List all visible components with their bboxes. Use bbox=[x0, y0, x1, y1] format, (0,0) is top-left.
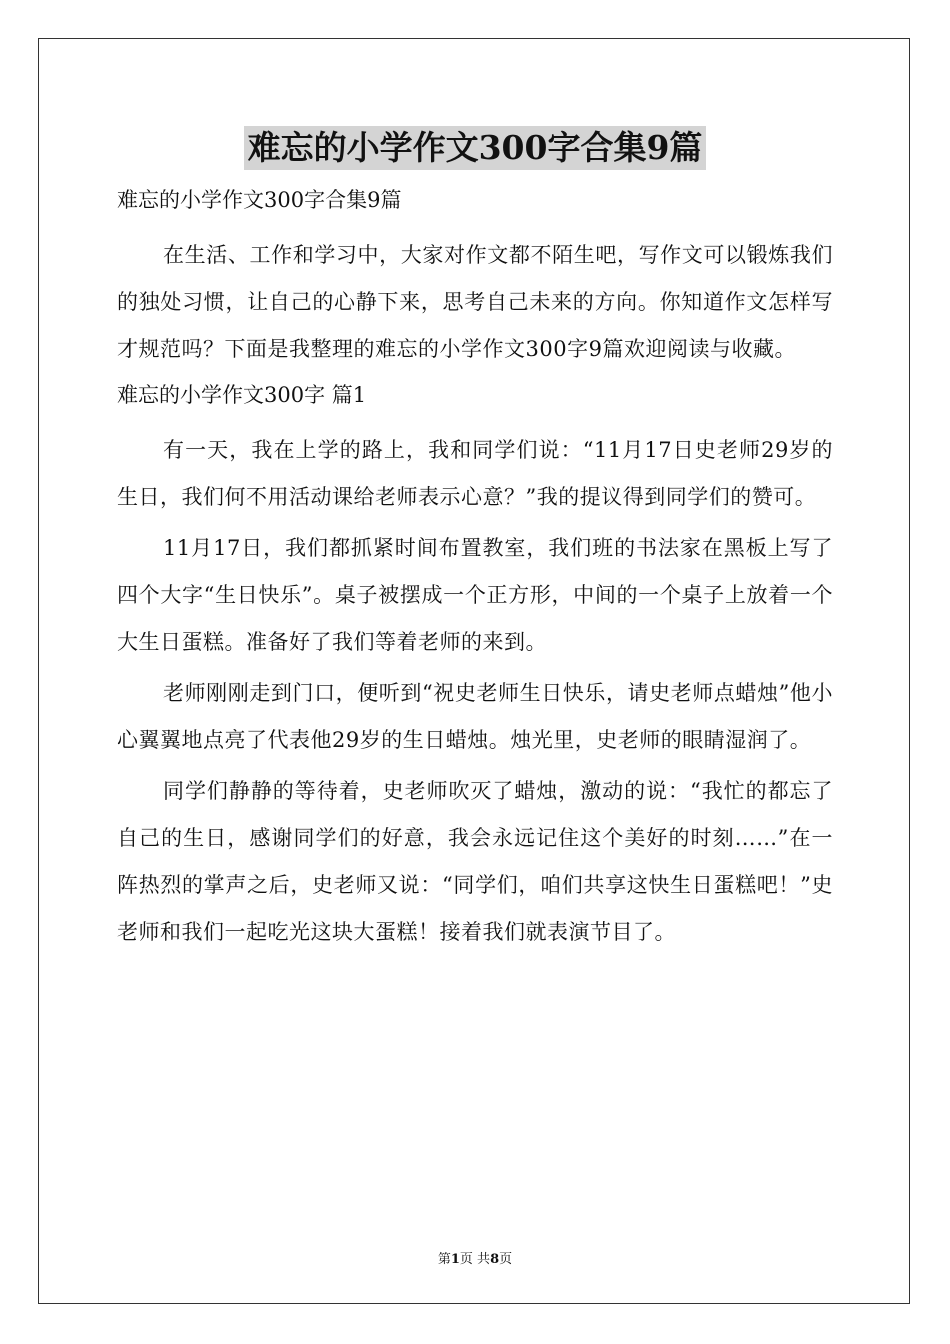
body-paragraph: 有一天，我在上学的路上，我和同学们说：“11月17日史老师29岁的生日，我们何不用活动课给老师表示心意？”我的提议得到同学们的赞可。 bbox=[117, 438, 833, 509]
page-current: 1 bbox=[450, 1252, 460, 1267]
document-title: 难忘的小学作文300字合集9篇 bbox=[244, 126, 707, 170]
body-paragraph: 11月17日，我们都抓紧时间布置教室，我们班的书法家在黑板上写了四个大字“生日快乐”。桌子被摆成一个正方形，中间的一个桌子上放着一个大生日蛋糕。准备好了我们等着老师的来到。 bbox=[117, 536, 833, 654]
page-suffix: 页 bbox=[499, 1252, 513, 1267]
page-prefix: 第 bbox=[437, 1252, 451, 1267]
page-mid: 页 共 bbox=[459, 1252, 491, 1267]
intro-paragraph: 在生活、工作和学习中，大家对作文都不陌生吧，写作文可以锻炼我们的独处习惯，让自己的心静下来，思考自己未来的方向。你知道作文怎样写才规范吗？下面是我整理的难忘的小学作文300字9篇欢迎阅读与收藏。 bbox=[117, 243, 833, 361]
document-body bbox=[117, 182, 833, 960]
page-total: 8 bbox=[490, 1252, 500, 1267]
body-paragraph: 老师刚刚走到门口，便听到“祝史老师生日快乐，请史老师点蜡烛”他小心翼翼地点亮了代表他29岁的生日蜡烛。烛光里，史老师的眼睛湿润了。 bbox=[117, 681, 833, 752]
body-paragraph: 同学们静静的等待着，史老师吹灭了蜡烛，激动的说：“我忙的都忘了自己的生日，感谢同学们的好意，我会永远记住这个美好的时刻……”在一阵热烈的掌声之后，史老师又说：“同学们，咱们共享这快生日蛋糕吧！”史老师和我们一起吃光这块大蛋糕！接着我们就表演节目了。 bbox=[117, 779, 833, 944]
page-footer bbox=[0, 1248, 950, 1267]
section-heading: 难忘的小学作文300字 篇1 bbox=[117, 383, 367, 407]
document-subtitle: 难忘的小学作文300字合集9篇 bbox=[117, 188, 402, 212]
title-container bbox=[0, 126, 950, 170]
